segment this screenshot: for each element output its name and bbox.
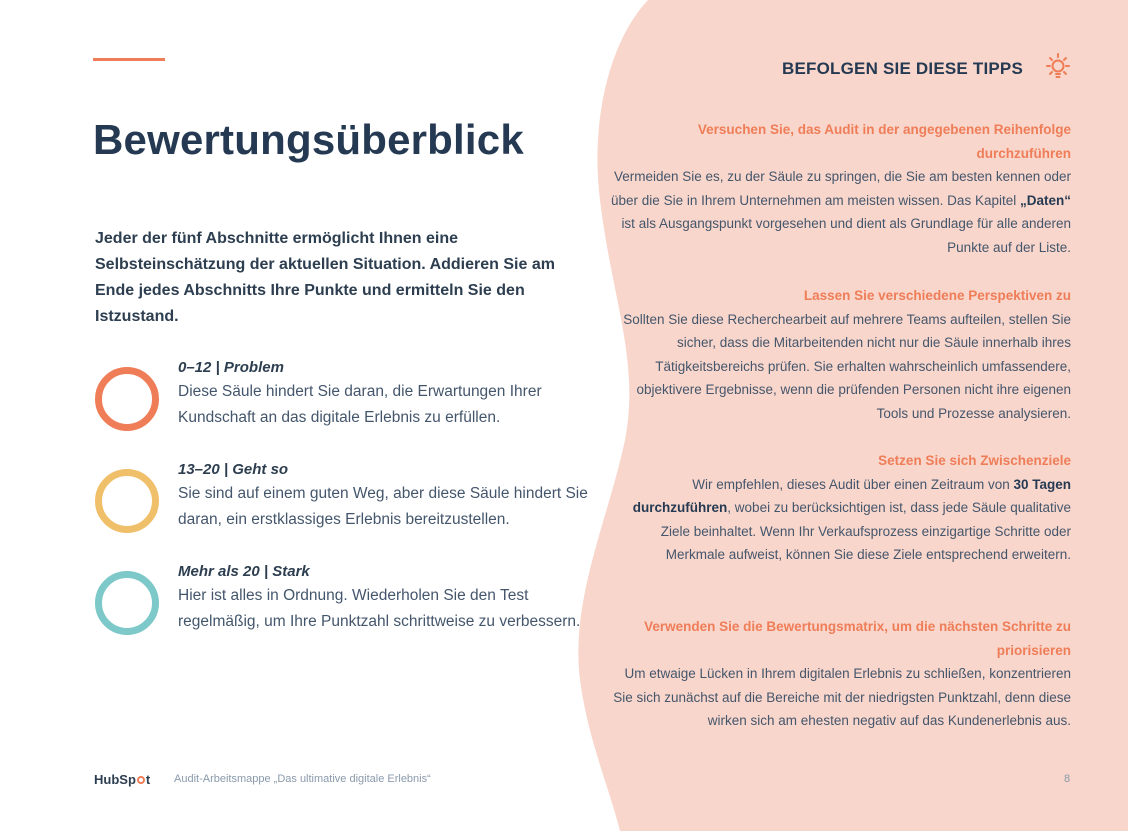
lightbulb-icon xyxy=(1043,53,1073,81)
page-title: Bewertungsüberblick xyxy=(93,116,524,163)
tip-body: Um etwaige Lücken in Ihrem digitalen Erlebnis zu schließen, konzentrieren Sie sich zunächst auf die Bereiche mit der niedrigsten Punktzahl, denn diese wirken sich am ehesten negativ auf das Kundenerlebnis aus. xyxy=(613,666,1071,728)
tips-title: BEFOLGEN SIE DIESE TIPPS xyxy=(782,59,1023,78)
tip-body: Wir empfehlen, dieses Audit über einen Zeitraum von 30 Tagen durchzuführen, wobei zu berücksichtigen ist, dass jede Säule qualitative Ziele beinhaltet. Wenn Ihr Verkaufsprozess einzigartige Schritte oder Merkmale aufweist, können Sie diese Ziele entsprechend erweitern. xyxy=(632,476,1071,562)
ring-icon-okay xyxy=(95,469,159,533)
score-heading: Mehr als 20 | Stark xyxy=(178,563,310,580)
intro-paragraph: Jeder der fünf Abschnitte ermöglicht Ihnen eine Selbsteinschätzung der aktuellen Situation. Addieren Sie am Ende jedes Abschnitts Ihre Punkte und ermitteln Sie den Istzustand. xyxy=(95,230,555,325)
score-description: Diese Säule hindert Sie daran, die Erwartungen Ihrer Kundschaft an das digitale Erlebnis zu erfüllen. xyxy=(178,383,542,426)
tip-milestones xyxy=(611,449,1071,567)
score-heading: 0–12 | Problem xyxy=(178,359,284,376)
page-number: 8 xyxy=(1064,773,1071,785)
tip-perspectives xyxy=(611,284,1071,425)
tip-matrix xyxy=(611,615,1071,733)
tip-title: Versuchen Sie, das Audit in der angegebenen Reihenfolge durchzuführen xyxy=(697,122,1071,161)
ring-icon-problem xyxy=(95,367,159,431)
tip-body: Sollten Sie diese Recherchearbeit auf mehrere Teams aufteilen, stellen Sie sicher, dass die Mitarbeitenden nicht nur die Säule innerhalb ihres Tätigkeitsbereichs prüfen. Sie erhalten wahrscheinlich umfassendere, objektivere Ergebnisse, wenn die prüfenden Personen nicht ihre eigenen Tools und Prozesse analysieren. xyxy=(623,311,1071,421)
score-description: Sie sind auf einem guten Weg, aber diese Säule hindert Sie daran, ein erstklassiges Erlebnis bereitzustellen. xyxy=(178,485,588,528)
score-heading: 13–20 | Geht so xyxy=(178,461,289,478)
tip-title: Lassen Sie verschiedene Perspektiven zu xyxy=(803,288,1071,303)
footer-text: Audit-Arbeitsmappe „Das ultimative digitale Erlebnis“ xyxy=(174,773,431,785)
tip-body: Vermeiden Sie es, zu der Säule zu springen, die Sie am besten kennen oder über die Sie in Ihrem Unternehmen am meisten wissen. Das Kapitel „Daten“ ist als Ausgangspunkt vorgesehen und dient als Grundlage für alle anderen Punkte auf der Liste. xyxy=(611,169,1071,255)
hubspot-logo: HubSp t xyxy=(94,772,151,787)
ring-icon-strong xyxy=(95,571,159,635)
score-description: Hier ist alles in Ordnung. Wiederholen Sie den Test regelmäßig, um Ihre Punktzahl schrittweise zu verbessern. xyxy=(178,587,581,630)
accent-line xyxy=(93,58,165,61)
tip-title: Verwenden Sie die Bewertungsmatrix, um die nächsten Schritte zu priorisieren xyxy=(644,619,1071,658)
tip-title: Setzen Sie sich Zwischenziele xyxy=(878,453,1071,468)
tip-order xyxy=(611,118,1071,259)
